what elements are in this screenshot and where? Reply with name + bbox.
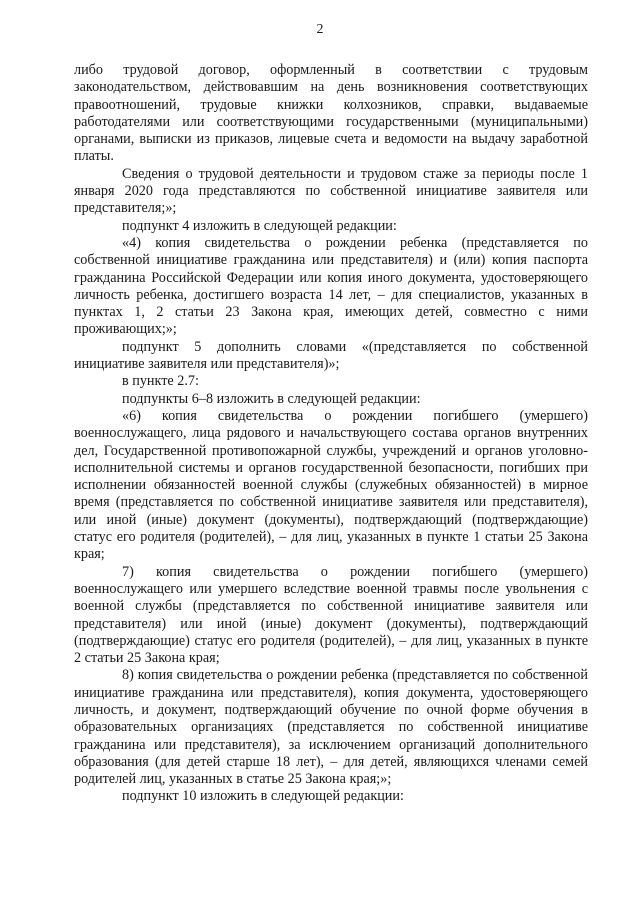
paragraph: подпункты 6–8 изложить в следующей редакции: [122,390,421,407]
paragraph: 8) копия свидетельства о рождении ребенка (представляется по собственной инициативе гражданина или представителя), копия документа, удостоверяющего личность, и документ, подтверждающий обучение по очной форме обучения в образовательных организациях (представляется по собственной инициативе гражданина или представителя), за исключением организаций дополнительного образования (для детей старше 18 лет), – для детей, являющихся членами семей родителей лиц, указанных в статье 25 Закона края;»; [74,667,588,788]
paragraph: Сведения о трудовой деятельности и трудовом стаже за периоды после 1 января 2020 года представляются по собственной инициативе заявителя или представителя;»; [74,165,588,217]
paragraph: либо трудовой договор, оформленный в соответствии с трудовым законодательством, действовавшим на день возникновения соответствующих правоотношений, трудовые книжки колхозников, справки, выдаваемые работодателями или соответствующими государственными (муниципальными) органами, выписки из приказов, лицевые счета и ведомости на выдачу заработной платы. [74,62,588,165]
page-number: 2 [316,22,324,37]
paragraph: подпункт 4 изложить в следующей редакции: [122,217,397,234]
paragraph: в пункте 2.7: [122,373,199,390]
paragraph: подпункт 10 изложить в следующей редакции: [122,788,404,805]
paragraph: «6) копия свидетельства о рождении погибшего (умершего) военнослужащего, лица рядового и начальствующего состава органов внутренних дел, Государственной противопожарной службы, учреждений и органов уголовно-исполнительной системы и органов государственной безопасности, погибших при исполнении обязанностей военной службы (служебных обязанностей) в мирное время (представляется по собственной инициативе заявителя или представителя), или иной (иные) документ (документы), подтверждающий (подтверждающие) статус его родителя (родителей), – для лиц, указанных в пункте 1 статьи 25 Закона края; [74,407,588,563]
document-body [74,62,588,806]
paragraph: подпункт 5 дополнить словами «(представляется по собственной инициативе заявителя или представителя)»; [74,338,588,373]
paragraph: 7) копия свидетельства о рождении погибшего (умершего) военнослужащего или умершего вследствие военной травмы после увольнения с военной службы (представляется по собственной инициативе заявителя или представителя) или иной (иные) документ (документы), подтверждающий (подтверждающие) статус его родителя (родителей), – для лиц, указанных в пункте 2 статьи 25 Закона края; [74,563,588,667]
paragraph: «4) копия свидетельства о рождении ребенка (представляется по собственной инициативе гражданина или представителя) и (или) копия паспорта гражданина Российской Федерации или копия иного документа, удостоверяющего личность ребенка, достигшего возраста 14 лет, – для специалистов, указанных в пунктах 1, 2 статьи 23 Закона края, имеющих детей, совместно с ними проживающих;»; [74,234,588,338]
